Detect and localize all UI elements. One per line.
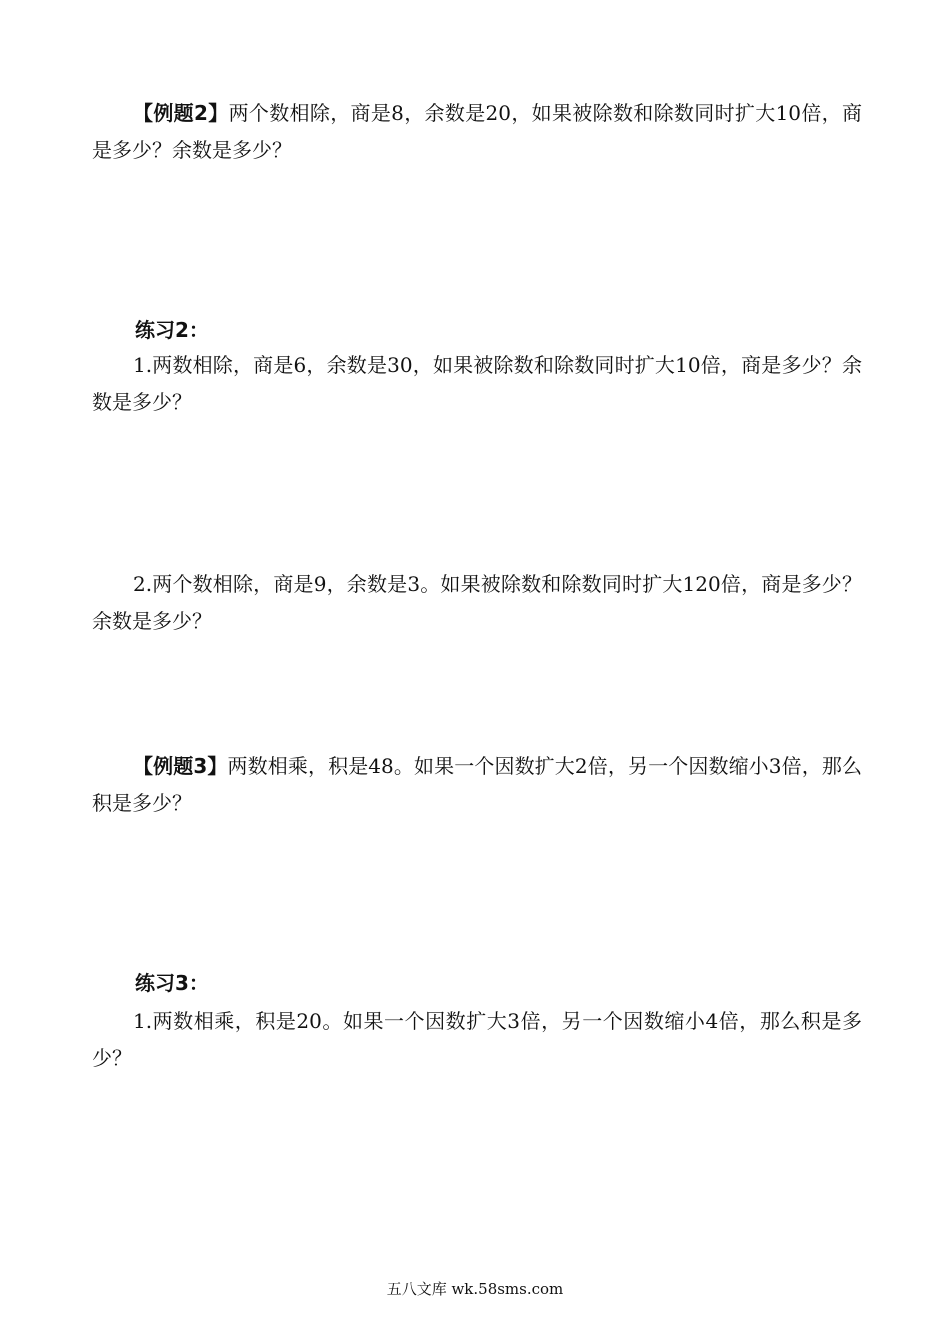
page-footer: 五八文库 wk.58sms.com	[386, 1280, 564, 1298]
practice-2-question-1: 1.两数相除，商是6，余数是30，如果被除数和除数同时扩大10倍，商是多少？余数是多少？	[92, 353, 862, 414]
practice-2-question-2: 2.两个数相除，商是9，余数是3。如果被除数和除数同时扩大120倍，商是多少？余数是多少？	[92, 572, 862, 633]
example-3-paragraph	[92, 748, 862, 822]
example-3-tag: 【例题3】	[133, 754, 228, 778]
example-2-paragraph	[92, 95, 862, 169]
example-3-text: 两数相乘，积是48。如果一个因数扩大2倍，另一个因数缩小3倍，那么积是多少？	[92, 754, 862, 815]
example-2-tag: 【例题2】	[133, 101, 229, 125]
practice-2-heading: 练习2：	[135, 318, 209, 342]
practice-3-question-1: 1.两数相乘，积是20。如果一个因数扩大3倍，另一个因数缩小4倍，那么积是多少？	[92, 1009, 862, 1070]
practice-3-heading: 练习3：	[135, 971, 209, 995]
example-2-text: 两个数相除，商是8，余数是20，如果被除数和除数同时扩大10倍，商是多少？余数是多少？	[92, 101, 863, 162]
